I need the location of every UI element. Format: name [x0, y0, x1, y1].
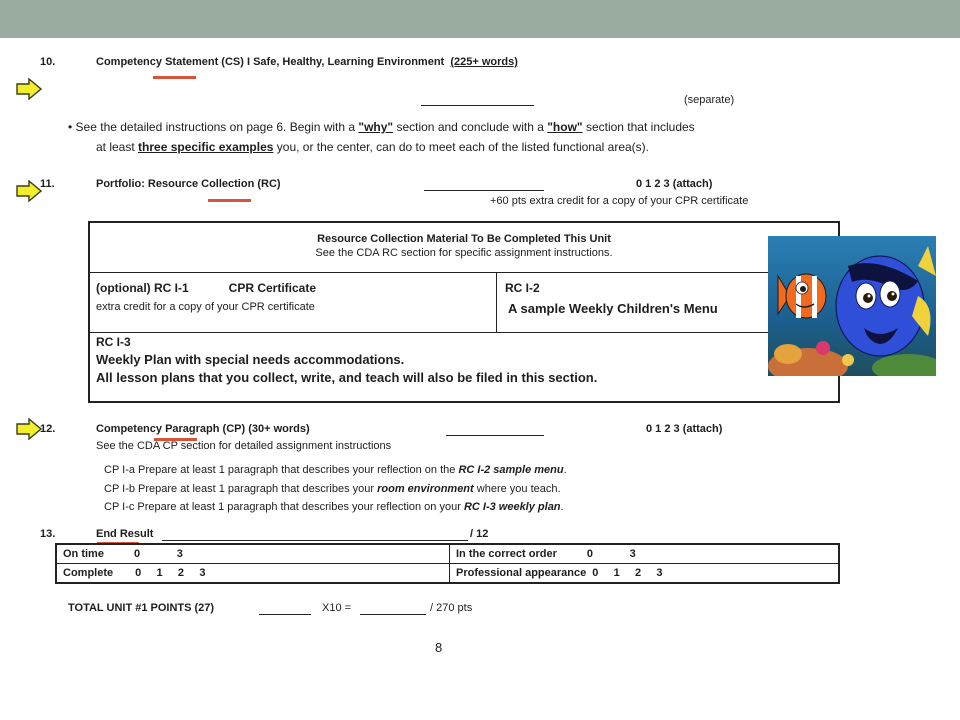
end-result-table [55, 543, 840, 584]
page-number: 8 [435, 640, 443, 655]
rc-i-1-heading: (optional) RC I-1 CPR Certificate [96, 280, 317, 295]
score-blank [360, 614, 426, 615]
slide-top-bar [0, 0, 960, 38]
table-cell: Professional appearance 0 1 2 3 [450, 564, 840, 584]
table-row [56, 544, 839, 564]
item-11-scores: 0 1 2 3 (attach) [636, 178, 713, 190]
table-row [56, 564, 839, 584]
item-12-title: Competency Paragraph (CP) (30+ words) [96, 423, 310, 435]
arrow-right-icon [16, 418, 42, 440]
table-cell: On time 0 3 [56, 544, 450, 564]
score-blank [421, 105, 534, 106]
rc-table-header-title: Resource Collection Material To Be Completed This Unit [317, 233, 611, 245]
rc-i-3-line2: All lesson plans that you collect, write, and teach will also be filed in this section. [96, 369, 598, 385]
rc-i-1-description: extra credit for a copy of your CPR certificate [96, 300, 315, 313]
cp-i-b: CP I-b Prepare at least 1 paragraph that describes your room environment where you teach. [104, 483, 561, 495]
item-12-scores: 0 1 2 3 (attach) [646, 423, 723, 435]
item-11-extra-credit: +60 pts extra credit for a copy of your CPR certificate [490, 195, 749, 207]
total-max: / 270 pts [430, 602, 473, 614]
table-cell: In the correct order 0 3 [450, 544, 840, 564]
item-10-instructions: • See the detailed instructions on page 6. Begin with a "why" section and conclude with a "how" section that includes [68, 120, 695, 134]
total-times: X10 = [322, 602, 352, 614]
score-blank [424, 190, 544, 191]
score-blank [259, 614, 311, 615]
score-blank [162, 540, 468, 541]
item-11-title: Portfolio: Resource Collection (RC) [96, 178, 281, 190]
separate-label: (separate) [684, 94, 735, 106]
red-underline [153, 76, 196, 79]
rc-i-2-label: RC I-2 [505, 280, 540, 295]
item-13-title: End Result [96, 528, 154, 540]
finding-nemo-image [768, 236, 936, 376]
item-13-number: 13. [40, 528, 56, 540]
rc-table-header-subtitle: See the CDA RC section for specific assignment instructions. [315, 247, 613, 259]
score-blank [446, 435, 544, 436]
cp-i-a: CP I-a Prepare at least 1 paragraph that describes your reflection on the RC I-2 sample menu. [104, 464, 567, 476]
rc-table-header [89, 222, 839, 272]
item-12-subtitle: See the CDA CP section for detailed assignment instructions [96, 440, 392, 452]
item-10-instructions-line2: at least three specific examples you, or the center, can do to meet each of the listed functional area(s). [96, 140, 649, 154]
item-13-total: / 12 [470, 528, 489, 540]
rc-i-3-cell [89, 332, 839, 402]
resource-collection-table [88, 221, 840, 403]
cp-i-c: CP I-c Prepare at least 1 paragraph that describes your reflection on your RC I-3 weekly plan. [104, 501, 564, 513]
table-cell: Complete 0 1 2 3 [56, 564, 450, 584]
arrow-right-icon [16, 78, 42, 100]
item-10-number: 10. [40, 56, 56, 68]
rc-i-3-line1: Weekly Plan with special needs accommodations. [96, 351, 405, 367]
item-11-number: 11. [40, 178, 55, 190]
rc-i-3-label: RC I-3 [96, 334, 131, 349]
arrow-right-icon [16, 180, 42, 202]
red-underline [208, 199, 251, 202]
item-10-title: Competency Statement (CS) I Safe, Healthy, Learning Environment (225+ words) [96, 56, 518, 68]
total-label: TOTAL UNIT #1 POINTS (27) [68, 602, 215, 614]
item-12-number: 12. [40, 423, 56, 435]
rc-i-1-cell [89, 272, 497, 332]
rc-i-2-title: A sample Weekly Children's Menu [508, 300, 718, 316]
